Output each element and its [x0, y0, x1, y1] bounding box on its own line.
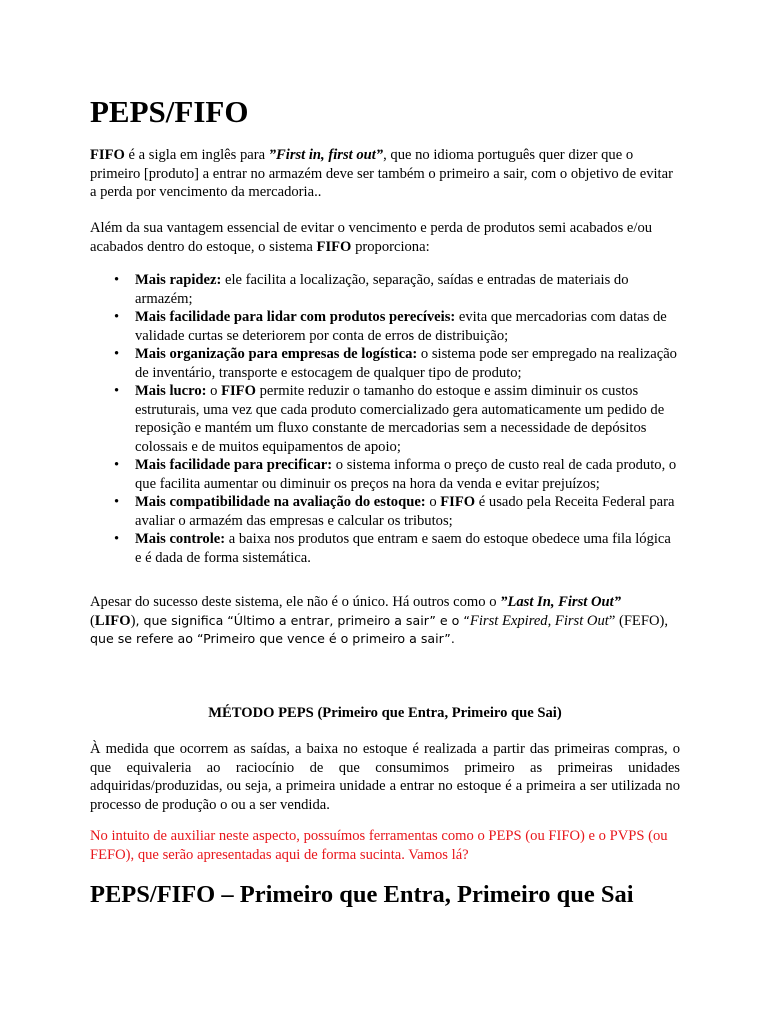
benefit-text: ele facilita a localização, separação, saídas e entradas de materiais do armazém;	[135, 272, 629, 307]
list-item	[90, 308, 680, 345]
benefit-text-cont: é usado pela Receita Federal para avaliar o armazém das empresas e calcular os tributos;	[135, 494, 675, 529]
quote-open: ”	[268, 147, 277, 163]
fifo-term: FIFO	[90, 147, 125, 163]
benefit-label: Mais controle:	[135, 531, 226, 547]
fifo-term: FIFO	[316, 238, 352, 255]
bullet: •	[114, 309, 120, 325]
list-item	[90, 382, 680, 456]
benefit-label: Mais facilidade para precificar:	[135, 457, 333, 473]
method-paragraph: À medida que ocorrem as saídas, a baixa no estoque é realizada a partir das primeiras compras, o que equivaleria ao raciocínio de que consumimos primeiro as primeiras unidades adquiridas/produzidas, ou seja, a primeira unidade a entrar no estoque é a primeira a ser utilizada no processo de produção o ou a ser vendida.	[90, 741, 680, 813]
section-heading: MÉTODO PEPS (Primeiro que Entra, Primeiro que Sai)	[208, 705, 562, 721]
benefit-text: o	[425, 494, 441, 510]
bullet: •	[114, 383, 120, 399]
paren-open: (	[90, 612, 95, 629]
fefo-meaning: que se refere ao “Primeiro que vence é o primeiro a sair”.	[90, 631, 455, 646]
bullet: •	[114, 346, 120, 362]
fifo-term: FIFO	[221, 383, 256, 399]
benefit-text-cont: permite reduzir o tamanho do estoque e assim diminuir os custos estruturais, uma vez que cada produto comercializado gera automaticamente um pedido de reposição e mantém um fluxo constante de mercadorias sem a necessidade de depósitos colossais e de muitos equipamentos de apoio;	[135, 383, 665, 455]
highlight-note: No intuito de auxiliar neste aspecto, possuímos ferramentas como o PEPS (ou FIFO) e o PVPS (ou FEFO), que serão apresentadas aqui de forma sucinta. Vamos lá?	[90, 828, 668, 863]
intro-paragraph	[90, 146, 680, 202]
intro-text-1: é a sigla em inglês para	[124, 147, 269, 163]
benefit-label: Mais lucro:	[135, 383, 207, 399]
fefo-close: ” (FEFO),	[608, 612, 669, 629]
list-item	[90, 530, 680, 567]
list-item	[90, 493, 680, 530]
benefit-text: a baixa nos produtos que entram e saem do estoque obedece uma fila lógica e é dada de forma sistemática.	[135, 531, 671, 566]
list-item	[90, 456, 680, 493]
bullet: •	[114, 457, 120, 473]
paren-close: )	[130, 612, 136, 629]
list-item	[90, 345, 680, 382]
english-expansion: First in, first out	[276, 147, 376, 163]
intro-text-2: , que no idioma português quer dizer que o primeiro [produto] a entrar no armazém deve ser também o primeiro a sair, com o objetivo de evitar a perda por vencimento da mercadoria..	[90, 147, 673, 200]
advantages-paragraph	[90, 219, 680, 256]
benefit-text: o sistema informa o preço de custo real de cada produto, o que facilita aumentar ou diminuir os preços na hora da venda e evitar prejuízos;	[135, 457, 677, 492]
alternatives-paragraph	[90, 593, 680, 649]
benefit-text: evita que mercadorias com datas de validade curtas se deteriorem por conta de erros de distribuição;	[135, 309, 667, 344]
page-title: PEPS/FIFO	[90, 94, 249, 129]
list-item	[90, 271, 680, 308]
lifo-term: LIFO	[94, 612, 131, 629]
benefit-label: Mais facilidade para lidar com produtos perecíveis:	[135, 309, 456, 325]
lifo-english: Last In, First Out	[507, 594, 614, 610]
benefit-text: o	[206, 383, 222, 399]
advantages-text-2: proporciona:	[351, 238, 430, 255]
lifo-meaning: , que significa “Último a entrar, primeiro a sair” e o “	[135, 612, 470, 628]
bullet: •	[114, 272, 120, 288]
quote-close: ”	[613, 594, 621, 610]
advantages-text-1: Além da sua vantagem essencial de evitar o vencimento e perda de produtos semi acabados e/ou acabados dentro do estoque, o sistema	[90, 220, 653, 255]
benefits-list	[90, 271, 680, 567]
benefit-label: Mais compatibilidade na avaliação do estoque:	[135, 494, 426, 510]
section-title: PEPS/FIFO – Primeiro que Entra, Primeiro que Sai	[90, 881, 634, 908]
fifo-term: FIFO	[440, 494, 476, 510]
benefit-text: o sistema pode ser empregado na realização de inventário, transporte e estocagem de qualquer tipo de produto;	[135, 346, 677, 381]
bullet: •	[114, 531, 120, 547]
benefit-label: Mais organização para empresas de logística:	[135, 346, 418, 362]
benefit-label: Mais rapidez:	[135, 272, 222, 288]
quote-close: ”	[375, 147, 384, 163]
alternatives-text: Apesar do sucesso deste sistema, ele não é o único. Há outros como o	[90, 594, 501, 610]
bullet: •	[114, 494, 120, 510]
quote-open: ”	[500, 594, 508, 610]
fefo-english: First Expired, First Out	[469, 612, 609, 629]
